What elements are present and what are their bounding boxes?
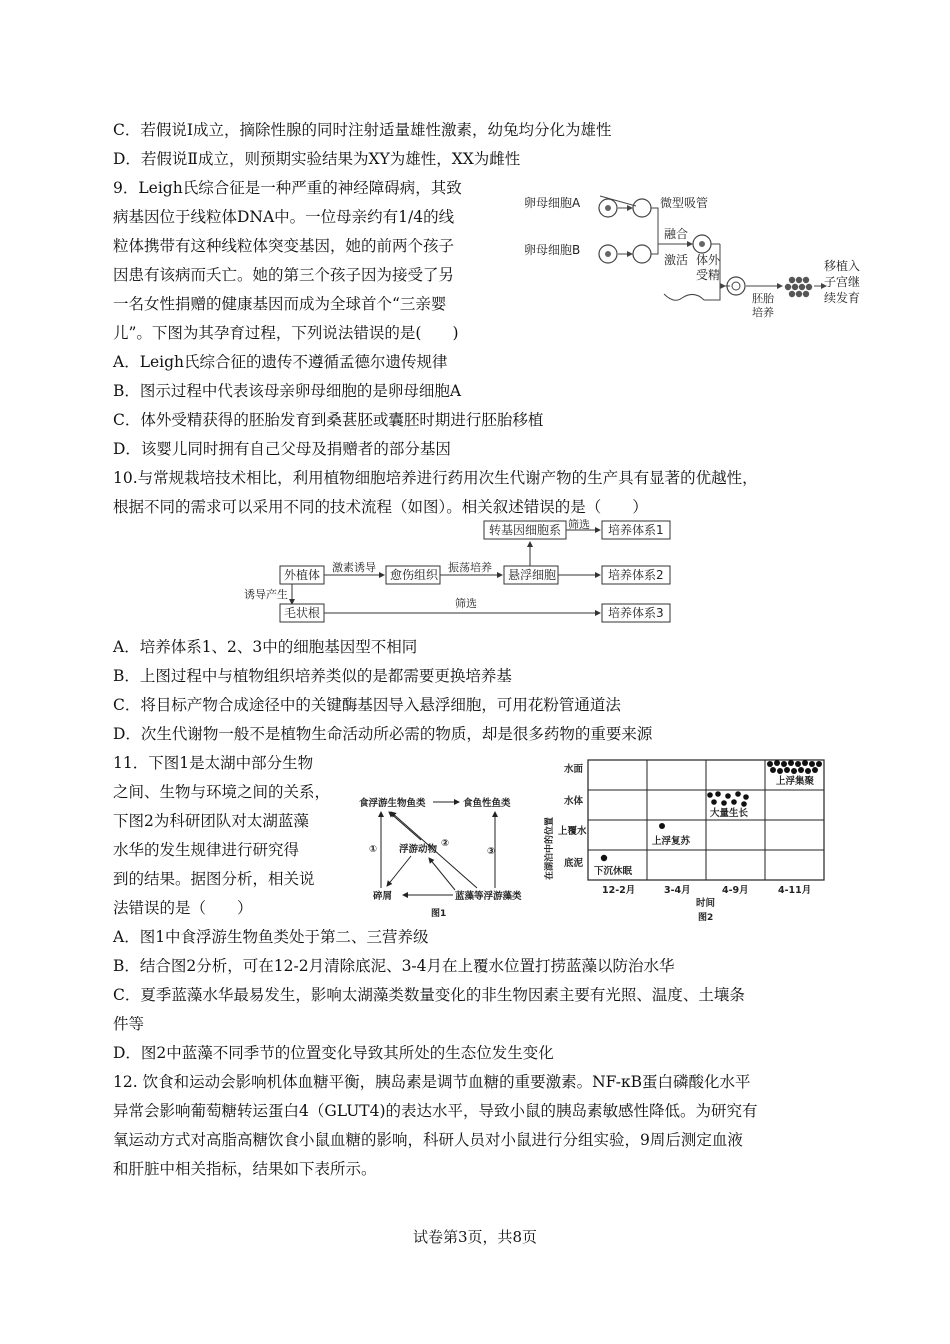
q10-option-c: C．将目标产物合成途径中的关键酶基因导入悬浮细胞，可用花粉管通道法 [113,696,621,714]
q9-label-ivf-2: 受精 [696,268,721,282]
morula-icon [785,277,812,297]
q10-sys1: 培养体系1 [608,523,664,537]
label-1: ① [369,844,378,855]
q9-label-transfer-3: 续发育 [824,291,861,305]
q11-stem-line-2: 之间、生物与环境之间的关系， [113,783,331,801]
q10-option-d: D．次生代谢物一般不是植物生命活动所必需的物质，却是很多药物的重要来源 [113,725,653,743]
q11-stem-line-5: 到的结果。据图分析，相关说 [113,870,315,888]
q12-stem-line-2: 异常会影响葡萄糖转运蛋白4（GLUT4)的表达水平，导致小鼠的胰岛素敏感性降低。为研究有 [113,1102,758,1120]
q10-screen: 筛选 [568,518,590,531]
y-tick-overlying: 上覆水 [558,826,587,837]
enucleated-oocyte-b [633,245,651,263]
q9-stem-line-4: 因患有该病而夭亡。她的第三个孩子因为接受了另 [113,266,455,284]
x-axis-title: 时间 [696,898,716,909]
q11-stem-line-4: 水华的发生规律进行研究得 [113,841,300,859]
q9-stem-line-2: 病基因位于线粒体DNA中。一位母亲约有1/4的线 [113,208,455,226]
oocyte-b-cell [599,245,617,263]
q9-label-oocyte-b: 卵母细胞B [524,243,581,257]
q12-stem-line-3: 氧运动方式对高脂高糖饮食小鼠血糖的影响，科研人员对小鼠进行分组实验，9周后测定血液 [113,1131,743,1149]
node-zooplankton: 浮游动物 [399,844,438,855]
q12-stem-line-4: 和肝脏中相关指标，结果如下表所示。 [113,1160,377,1178]
q10-explant: 外植体 [284,568,321,582]
q10-hormone: 激素诱导 [332,561,376,574]
q8-option-c: C．若假说Ⅰ成立，摘除性腺的同时注射适量雄性激素，幼兔均分化为雄性 [113,121,612,139]
oocyte-a-cell [599,199,617,217]
q8-option-d: D．若假说Ⅱ成立，则预期实验结果为XY为雄性，XX为雌性 [113,150,521,168]
q11-option-d: D．图2中蓝藻不同季节的位置变化导致其所处的生态位发生变化 [113,1044,554,1062]
q9-label-transfer-1: 移植入 [824,259,861,273]
q10-shake: 振荡培养 [448,561,492,574]
caption-fig1: 图1 [431,909,447,919]
x-tick-2: 3-4月 [664,885,691,896]
q11-stem-line-3: 下图2为科研团队对太湖蓝藻 [113,812,309,830]
q9-option-c: C．体外受精获得的胚胎发育到桑葚胚或囊胚时期进行胚胎移植 [113,411,544,429]
label-dormant: 下沉休眠 [594,866,633,877]
q11-stem-line-1: 11．下图1是太湖中部分生物 [113,754,314,772]
y-tick-water: 水体 [564,796,584,807]
sperm-icon [664,294,704,300]
label-gather: 上浮集聚 [776,776,815,787]
q11-option-a: A．图1中食浮游生物鱼类处于第二、三营养级 [113,928,429,946]
x-tick-4: 4-11月 [778,885,812,896]
y-axis-title: 在湖泊中的位置 [545,816,555,880]
q9-stem-line-3: 粒体携带有这种线粒体突变基因，她的前两个孩子 [113,237,455,255]
q10-induce: 诱导产生 [244,588,288,601]
label-3: ③ [487,846,496,857]
q9-label-oocyte-a: 卵母细胞A [524,196,581,210]
node-fish-plankton: 食浮游生物鱼类 [359,798,426,809]
q10-flowchart [240,518,680,630]
q9-option-a: A．Leigh氏综合征的遗传不遵循孟德尔遗传规律 [113,353,448,371]
q10-option-b: B．上图过程中与植物组织培养类似的是都需要更换培养基 [113,667,512,685]
q10-sys3: 培养体系3 [608,606,664,620]
label-2: ② [441,838,450,849]
q9-stem-line-6: 儿”。下图为其孕育过程，下列说法错误的是( ) [113,324,459,342]
x-tick-3: 4-9月 [722,885,749,896]
q11-figure-2-position-grid [540,752,830,924]
q9-stem-line-1: 9．Leigh氏综合征是一种严重的神经障碍病，其致 [113,179,462,197]
q10-option-a: A．培养体系1、2、3中的细胞基因型不相同 [113,638,418,656]
q9-label-activate: 激活 [664,253,689,267]
q11-option-b: B．结合图2分析，可在12-2月清除底泥、3-4月在上覆水位置打捞蓝藻以防治水华 [113,957,675,975]
q10-screen2: 筛选 [455,597,477,610]
reconstructed-oocyte [693,235,711,253]
q10-stem-line-1: 10.与常规栽培技术相比，利用植物细胞培养进行药用次生代谢产物的生产具有显著的优越性， [113,469,758,487]
label-growth: 大量生长 [710,808,749,819]
q9-label-embryo-1: 胚胎 [752,292,774,305]
q11-figure-1-food-web [355,792,530,922]
q9-option-b: B．图示过程中代表该母亲卵母细胞的是卵母细胞A [113,382,462,400]
q10-callus: 愈伤组织 [390,568,439,582]
q10-transgenic: 转基因细胞系 [489,523,562,537]
q9-label-ivf-1: 体外 [696,253,721,267]
q12-stem-line-1: 12. 饮食和运动会影响机体血糖平衡，胰岛素是调节血糖的重要激素。NF-κB蛋白磷酸化水平 [113,1073,751,1091]
q9-label-fuse: 融合 [664,227,689,241]
y-tick-surface: 水面 [564,764,584,775]
label-recover: 上浮复苏 [652,836,691,847]
x-tick-1: 12-2月 [602,885,636,896]
q11-option-c-line-2: 件等 [113,1015,145,1033]
q9-label-micropipette: 微型吸管 [660,196,709,210]
q11-option-c-line-1: C．夏季蓝藻水华最易发生，影响太湖藻类数量变化的非生物因素主要有光照、温度、土壤条 [113,986,745,1004]
q10-hairy-root: 毛状根 [284,606,321,620]
node-detritus: 碎屑 [373,891,393,902]
q9-option-d: D．该婴儿同时拥有自己父母及捐赠者的部分基因 [113,440,451,458]
caption-fig2: 图2 [698,913,714,923]
q10-sys2: 培养体系2 [608,568,664,582]
q11-stem-line-6: 法错误的是（ ） [113,899,253,917]
page-footer: 试卷第3页，共8页 [412,1228,538,1246]
q9-label-embryo-2: 培养 [752,306,774,318]
node-fish-fishy: 食鱼性鱼类 [463,798,511,809]
node-algae: 蓝藻等浮游藻类 [455,891,522,902]
q10-suspension: 悬浮细胞 [508,568,557,582]
y-tick-sediment: 底泥 [564,858,584,869]
q9-three-parent-diagram [520,188,870,318]
q10-stem-line-2: 根据不同的需求可以采用不同的技术流程（如图）。相关叙述错误的是（ ） [113,498,648,516]
q9-stem-line-5: 一名女性捐赠的健康基因而成为全球首个“三亲婴 [113,295,447,313]
q9-label-transfer-2: 子宫继 [824,275,861,289]
